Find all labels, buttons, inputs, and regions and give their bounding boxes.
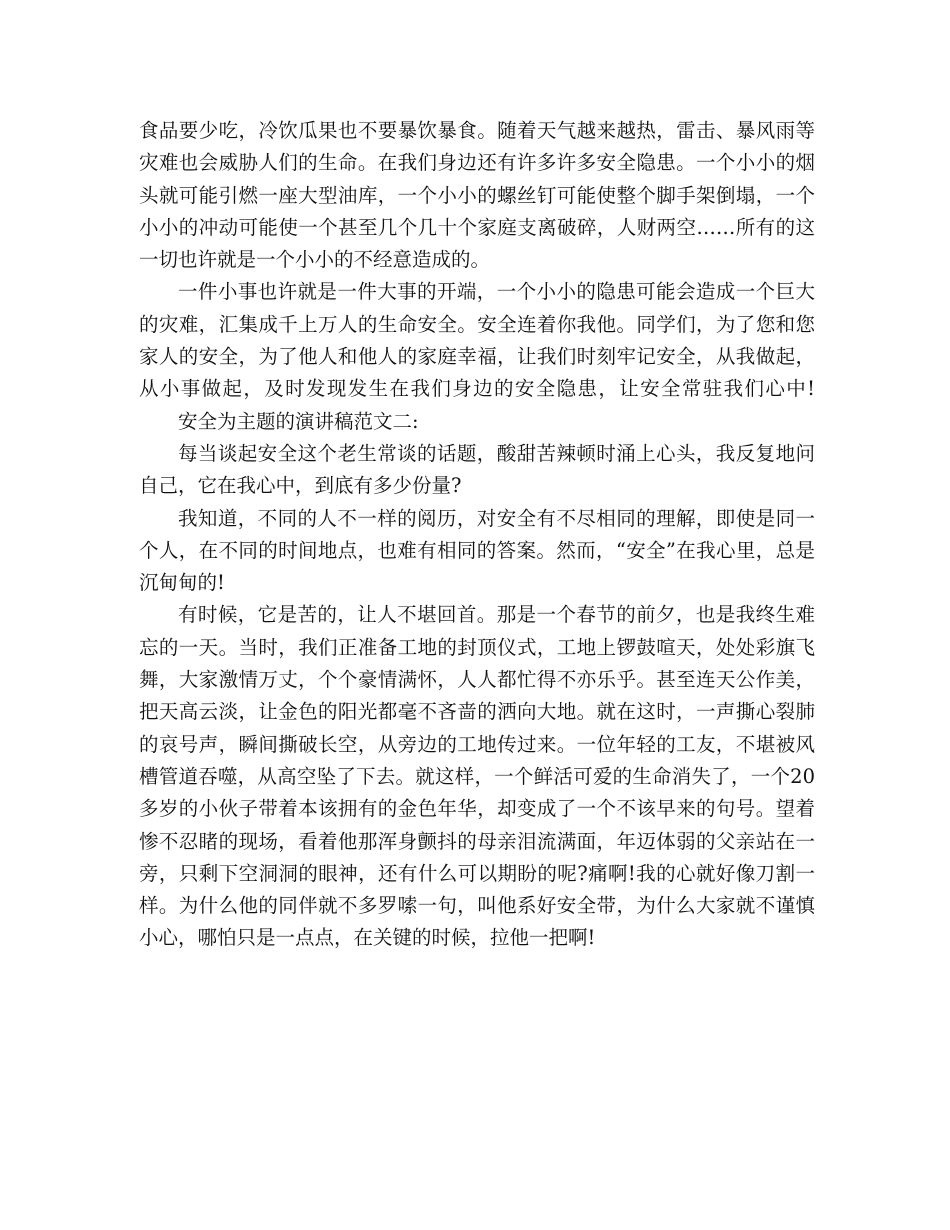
paragraph-1 [139, 115, 815, 276]
paragraph-4 [139, 503, 815, 600]
paragraph-text: 我知道，不同的人不一样的阅历，对安全有不尽相同的理解，即使是同一个人，在不同的时间地点，也难有相同的答案。然而，“安全”在我心里，总是沉甸甸的! [139, 506, 815, 595]
document-body [139, 115, 815, 955]
paragraph-text: 食品要少吃，冷饮瓜果也不要暴饮暴食。随着天气越来越热，雷击、暴风雨等灾难也会威胁人们的生命。在我们身边还有许多许多安全隐患。一个小小的烟头就可能引燃一座大型油库，一个小小的螺丝钉可能使整个脚手架倒塌，一个小小的冲动可能使一个甚至几个几十个家庭支离破碎，人财两空……所有的这一切也许就是一个小小的不经意造成的。 [139, 119, 815, 272]
paragraph-2 [139, 276, 815, 437]
paragraph-text: 每当谈起安全这个老生常谈的话题，酸甜苦辣顿时涌上心头，我反复地问自己，它在我心中，到底有多少份量? [139, 441, 815, 498]
paragraph-text: 一件小事也许就是一件大事的开端，一个小小的隐患可能会造成一个巨大的灾难，汇集成千上万人的生命安全。安全连着你我他。同学们，为了您和您家人的安全，为了他人和他人的家庭幸福，让我们时刻牢记安全，从我做起，从小事做起，及时发现发生在我们身边的安全隐患，让安全常驻我们心中! [139, 280, 815, 401]
paragraph-3 [139, 438, 815, 503]
section-heading: 安全为主题的演讲稿范文二: [178, 409, 419, 433]
paragraph-text: 有时候，它是苦的，让人不堪回首。那是一个春节的前夕，也是我终生难忘的一天。当时，我们正准备工地的封顶仪式，工地上锣鼓喧天，处处彩旗飞舞，大家激情万丈，个个豪情满怀，人人都忙得不亦乐乎。甚至连天公作美，把天高云淡，让金色的阳光都毫不吝啬的洒向大地。就在这时，一声撕心裂肺的哀号声，瞬间撕破长空，从旁边的工地传过来。一位年轻的工友，不堪被风槽管道吞噬，从高空坠了下去。就这样，一个鲜活可爱的生命消失了，一个20多岁的小伙子带着本该拥有的金色年华，却变成了一个不该早来的句号。望着惨不忍睹的现场，看着他那浑身颤抖的母亲泪流满面，年迈体弱的父亲站在一旁，只剩下空洞洞的眼神，还有什么可以期盼的呢?痛啊!我的心就好像刀割一样。为什么他的同伴就不多罗嗦一句，叫他系好安全带，为什么大家就不谨慎小心，哪怕只是一点点，在关键的时候，拉他一把啊! [139, 603, 815, 950]
paragraph-5 [139, 599, 815, 954]
